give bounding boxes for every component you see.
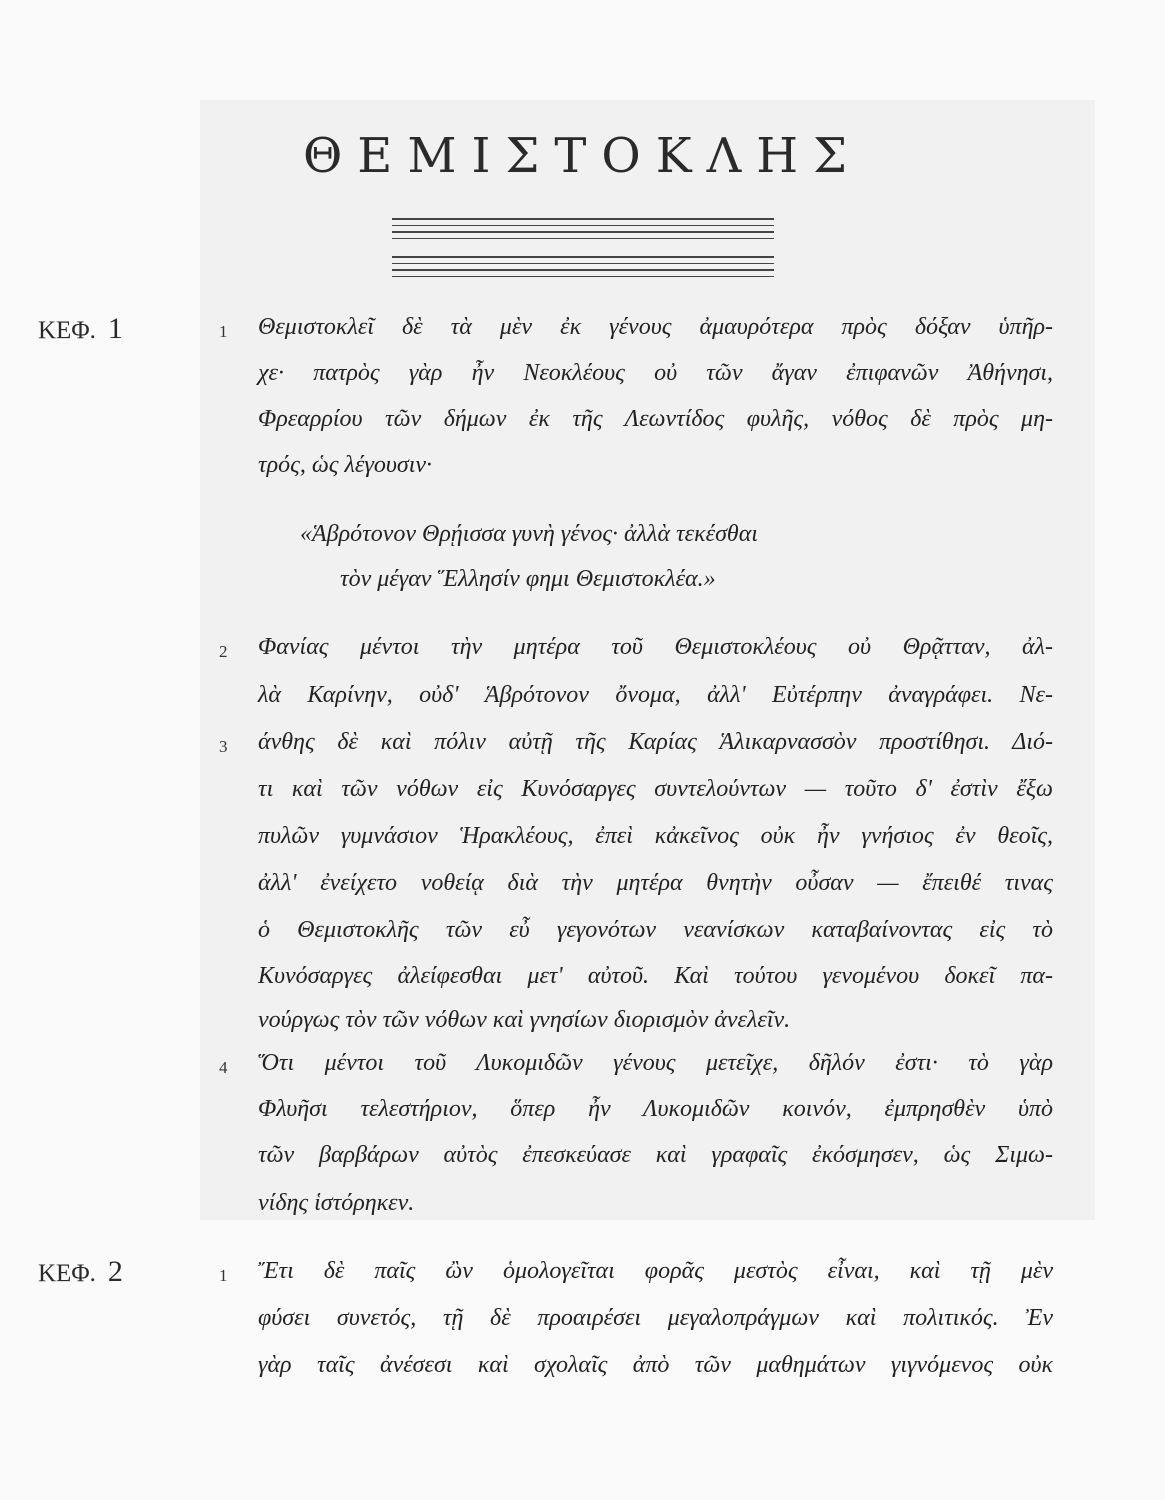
text-line: Φανίας μέντοι τὴν μητέρα τοῦ Θεμιστοκλέους οὐ Θρᾷτταν, ἀλ- — [258, 634, 1053, 660]
chapter-heading-1 — [38, 312, 123, 346]
section-number: 3 — [219, 737, 228, 756]
text-line: φύσει συνετός, τῇ δὲ προαιρέσει μεγαλοπράγμων καὶ πολιτικός. Ἐν — [258, 1305, 1053, 1331]
text-line: ἀλλ' ἐνείχετο νοθείᾳ διὰ τὴν μητέρα θνητὴν οὖσαν — ἔπειθέ τινας — [258, 870, 1053, 896]
text-line: Ἔτι δὲ παῖς ὢν ὁμολογεῖται φορᾶς μεστὸς εἶναι, καὶ τῇ μὲν — [258, 1258, 1053, 1284]
section-number: 1 — [219, 1266, 228, 1285]
verse-line: «Ἁβρότονον Θρῄισσα γυνὴ γένος· ἀλλὰ τεκέσθαι — [300, 521, 758, 547]
text-line: νίδης ἱστόρηκεν. — [258, 1190, 415, 1216]
text-line: Φλυῆσι τελεστήριον, ὅπερ ἦν Λυκομιδῶν κοινόν, ἐμπρησθὲν ὑπὸ — [258, 1096, 1053, 1122]
page-title: ΘΕΜΙΣΤΟΚΛΗΣ — [302, 128, 863, 184]
chapter-heading-2 — [38, 1255, 123, 1289]
verse-line: τὸν μέγαν Ἕλλησίν φημι Θεμιστοκλέα.» — [340, 566, 716, 592]
section-number: 4 — [219, 1058, 228, 1077]
text-line: Κυνόσαργες ἀλείφεσθαι μετ' αὐτοῦ. Καὶ τούτου γενομένου δοκεῖ πα- — [258, 963, 1053, 989]
text-line: Ὅτι μέντοι τοῦ Λυκομιδῶν γένους μετεῖχε, δῆλόν ἐστι· τὸ γὰρ — [258, 1050, 1053, 1076]
chapter-label: ΚΕΦ. — [38, 317, 96, 344]
text-line: ὁ Θεμιστοκλῆς τῶν εὖ γεγονότων νεανίσκων καταβαίνοντας εἰς τὸ — [258, 917, 1053, 943]
text-line: Θεμιστοκλεῖ δὲ τὰ μὲν ἐκ γένους ἀμαυρότερα πρὸς δόξαν ὑπῆρ- — [258, 314, 1053, 340]
text-line: τῶν βαρβάρων αὐτὸς ἐπεσκεύασε καὶ γραφαῖς ἐκόσμησεν, ὡς Σιμω- — [258, 1142, 1053, 1168]
text-line: Φρεαρρίου τῶν δήμων ἐκ τῆς Λεωντίδος φυλῆς, νόθος δὲ πρὸς μη- — [258, 406, 1053, 432]
section-number: 2 — [219, 642, 228, 661]
text-line: πυλῶν γυμνάσιον Ἡρακλέους, ἐπεὶ κἀκεῖνος οὐκ ἦν γνήσιος ἐν θεοῖς, — [258, 823, 1053, 849]
text-line: γὰρ ταῖς ἀνέσεσι καὶ σχολαῖς ἀπὸ τῶν μαθημάτων γιγνόμενος οὐκ — [258, 1352, 1053, 1378]
text-line: τι καὶ τῶν νόθων εἰς Κυνόσαργες συντελούντων — τοῦτο δ' ἐστὶν ἔξω — [258, 776, 1053, 802]
chapter-number: 2 — [107, 1255, 123, 1288]
chapter-label: ΚΕΦ. — [38, 1260, 96, 1287]
section-number: 1 — [219, 322, 228, 341]
text-line: νούργως τὸν τῶν νόθων καὶ γνησίων διορισμὸν ἀνελεῖν. — [258, 1007, 791, 1033]
title-ornament-rules — [392, 218, 774, 282]
text-line: χε· πατρὸς γὰρ ἦν Νεοκλέους οὐ τῶν ἄγαν ἐπιφανῶν Ἀθήνησι, — [258, 360, 1053, 386]
text-line: τρός, ὡς λέγουσιν· — [258, 452, 433, 478]
chapter-number: 1 — [107, 312, 123, 345]
text-line: λὰ Καρίνην, οὐδ' Ἁβρότονον ὄνομα, ἀλλ' Εὐτέρπην ἀναγράφει. Νε- — [258, 682, 1053, 708]
text-line: άνθης δὲ καὶ πόλιν αὐτῇ τῆς Καρίας Ἁλικαρνασσὸν προστίθησι. Διό- — [258, 729, 1053, 755]
